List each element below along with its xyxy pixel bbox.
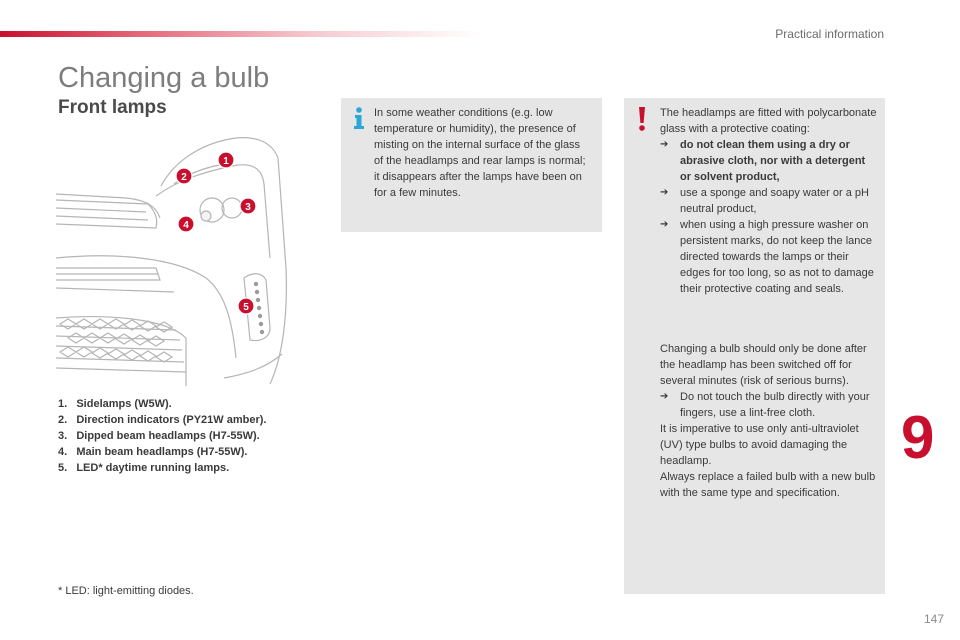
replace-bulb-paragraph: Always replace a failed bulb with a new bulb with the same type and specification.	[660, 471, 876, 499]
marker-2: 2	[181, 172, 187, 183]
exclamation-icon	[636, 107, 648, 131]
warning-box	[624, 98, 885, 594]
marker-4: 4	[183, 220, 189, 231]
list-item: ➔ when using a high pressure washer on persistent marks, do not keep the lance directed towards the lamps or their edges for too long, so as not to damage their protective coating and seals.	[660, 219, 874, 295]
section-header: Practical information	[775, 27, 884, 41]
chapter-number: 9	[901, 404, 935, 471]
list-item: 1. Sidelamps (W5W).	[58, 398, 172, 410]
list-item: ➔ use a sponge and soapy water or a pH neutral product,	[660, 187, 869, 215]
warning-intro: The headlamps are fitted with polycarbonate glass with a protective coating:	[660, 107, 877, 135]
marker-1: 1	[223, 156, 229, 167]
list-item: 3. Dipped beam headlamps (H7-55W).	[58, 430, 260, 442]
lamp-parts-list	[58, 396, 266, 476]
front-lamps-illustration	[56, 128, 290, 386]
list-item: 4. Main beam headlamps (H7-55W).	[58, 446, 248, 458]
header-accent-bar	[0, 31, 480, 37]
section-subtitle: Front lamps	[58, 97, 167, 118]
marker-5: 5	[243, 302, 249, 313]
page-title: Changing a bulb	[58, 62, 270, 94]
arrow-bullet-icon: ➔	[660, 139, 669, 150]
warning-bullets	[660, 137, 877, 297]
list-item: 2. Direction indicators (PY21W amber).	[58, 414, 267, 426]
arrow-bullet-icon: ➔	[660, 187, 669, 198]
arrow-bullet-icon: ➔	[660, 391, 669, 402]
arrow-bullet-icon: ➔	[660, 219, 669, 230]
marker-3: 3	[245, 202, 251, 213]
info-box	[341, 98, 602, 232]
list-item: 5. LED* daytime running lamps.	[58, 462, 230, 474]
list-item: ➔ do not clean them using a dry or abrasive cloth, nor with a detergent or solvent product,	[660, 139, 866, 183]
bulb-change-paragraph: Changing a bulb should only be done after the headlamp has been switched off for several minutes (risk of serious burns).	[660, 343, 867, 387]
info-icon	[352, 107, 366, 129]
page-number: 147	[923, 612, 944, 626]
uv-bulb-paragraph: It is imperative to use only anti-ultraviolet (UV) type bulbs to avoid damaging the headlamp.	[660, 423, 859, 467]
bulb-change-bullets	[660, 389, 877, 421]
info-text: In some weather conditions (e.g. low temperature or humidity), the presence of misting on the internal surface of the glass of the headlamps and rear lamps is normal; it disappears after the lamps have been on for a few minutes.	[374, 107, 586, 199]
list-item: ➔ Do not touch the bulb directly with your fingers, use a lint-free cloth.	[660, 391, 870, 419]
footnote: * LED: light-emitting diodes.	[58, 585, 194, 597]
